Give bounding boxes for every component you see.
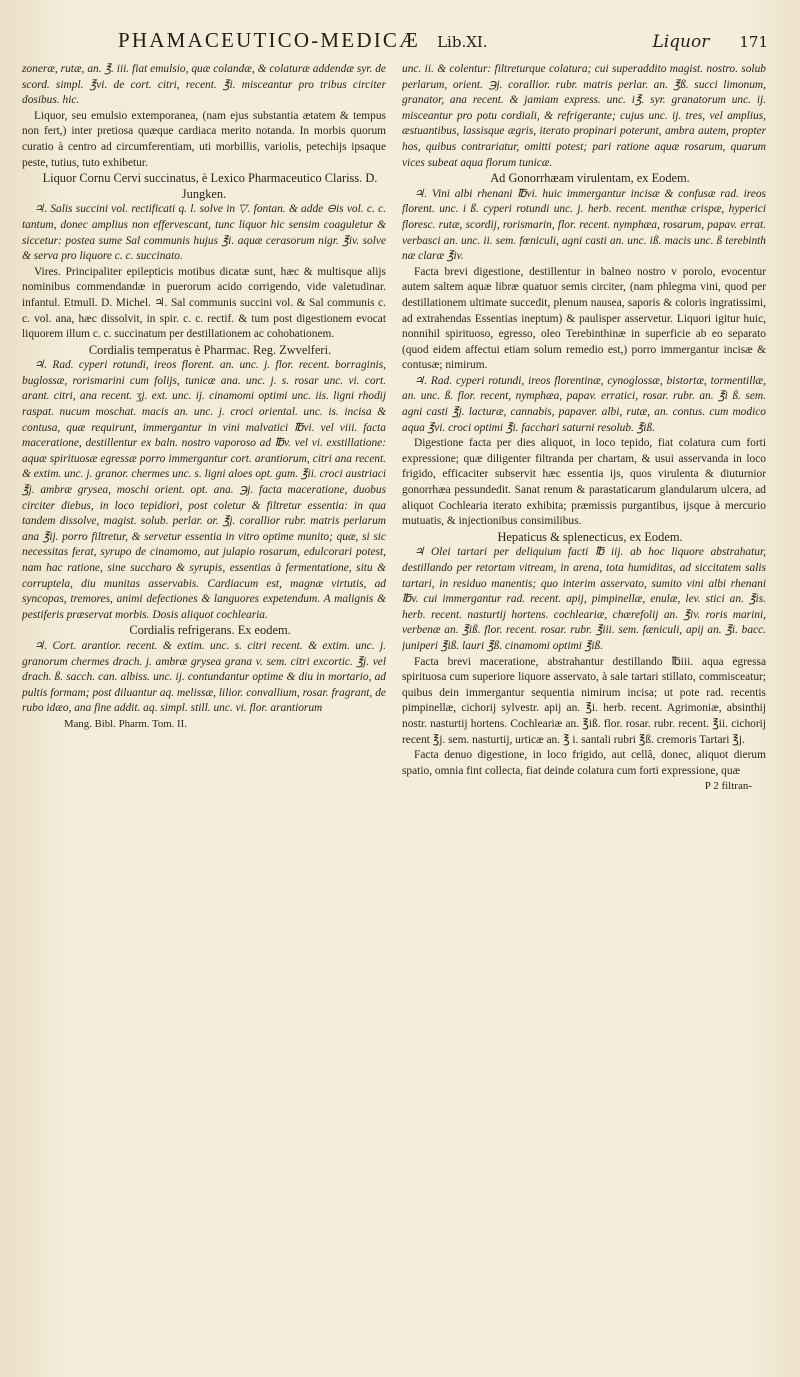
section-heading: Liquor Cornu Cervi succinatus, è Lexico Pharmaceutico Clariss. D. Jungken. <box>42 171 378 201</box>
book-number: Lib.XI. <box>437 33 488 51</box>
page-number: 171 <box>739 33 768 51</box>
paragraph: Vires. Principaliter epilepticis motibus dicatæ sunt, hæc & multisque alijs nominibus commendandæ in puerorum acido corrigendo, vide valetudinar. infantul. Etmull. D. Michel. ♃. Sal communis succini vol. & Sal communis c. c. vol. ana, hæc dissolvit, in spir. c. c. rectif. & tum post digestionem evocat liquorem illum c. c. succinatum per destillationem ac cohobationem. <box>22 265 386 341</box>
paragraph: Liquor, seu emulsio extemporanea, (nam ejus substantia ætatem & tempus non fert,) inter pretiosa quæque cardiaca merito notanda. In morbis quorum curatio à centro ad circumferentiam, uti morbillis, variolis, petechijs ipsaque peste, tutius, tuto exhibetur. <box>22 109 386 169</box>
running-title-group <box>118 28 488 53</box>
recipe: ♃. Rad. cyperi rotundi, ireos florent. an. unc. j. flor. recent. borraginis, buglossæ, rorismarini cum folijs, tunicæ ana. unc. j. s. rosar unc. vi. cort. arant. citri, ana recent. ʒj. ext. unc. ij. cinamomi optimi unc. iis. ligni rhodij raspat. nucum moschat. macis an. unc. j. croci oriental. unc. is. incisa & contusa, quæ requirunt, immergantur in vini malvatici ℔vi. vel viii. facta maceratione, destillentur ex baln. nostro vaporoso ad ℔v. vel vi. exstillatione: aquæ spirituosæ egressæ porro immergantur cort. arantiorum, citri ana recent. & extim. unc. j. granor. chermes unc. s. ligni aloes opt. gum. ℥ii. croci austriaci ℥j. ambræ grysea, moschi orient. opt. ana. ℈j. facta maceratione, duobus circiter diebus, in loco tepidiori, post coletur & filtretur essentia: in qua tandem dissolve, magist. solub. perlar. or. ℥j. corallior rubr. matris perlarum ana ℥ij. porro filtretur, & servetur essentia in vitro optime munito; quæ, si sic necessitas ferat, syrupo de cinamomo, aut julapio rosarum, edulcorari potest, nam hac ratione, sine succharo & syrupis, essentias à fermentatione, situ & corruptela, diu munitas asservabis. Cardiacum est, magnæ virtutis, ad syncopas, tremores, animi defectiones & languores expetendum. A malignis & pestiferis præservat morbis. Dosis aliquot cochlearia. <box>22 359 386 621</box>
left-column <box>22 62 386 1332</box>
footer-note: Mang. Bibl. Pharm. Tom. II. <box>64 717 187 730</box>
text-columns <box>22 62 772 1332</box>
running-word: Liquor <box>652 32 710 52</box>
section-heading: Hepaticus & splenecticus, ex Eodem. <box>497 529 683 544</box>
paragraph: Digestione facta per dies aliquot, in loco tepido, fiat colatura cum forti expressione; quæ diligenter filtranda per chartam, & usui asservanda in loco frigido, efficaciter subservit hæc essentia ijs, quos virulenta & diuturnior gonorrhæa pessundedit. Sanat renum & parastaticarum glandularum ulcera, ad aliquot Cochlearia iterato exhibita; præmissis purgantibus, ijsque à mercurio mutuatis, & injectionibus consimilibus. <box>402 437 766 528</box>
recipe: ♃. Rad. cyperi rotundi, ireos florentinæ, cynoglossæ, bistortæ, tormentillæ, an. unc. ß. flor. recent, nymphæa, papav. erratici, rosar. rubr. an. ℥i ß. sem. agni casti ℥j. lacturæ, cannabis, papaver. albi, rutæ, an. contus. cum modico aqua ℥vi. croci optimi ℥i. facchari saturni resolub. ℥iß. <box>402 374 766 434</box>
recipe: ♃. Cort. arantior. recent. & extim. unc. s. citri recent. & extim. unc. j. granorum chermes drach. j. ambræ grysea grana v. sem. citri excortic. ℥j. vel drach. ß. sacch. can. albiss. unc. ij. contundantur optime & diu in mortario, ad pultis formam; post diluantur aq. melissæ, lilior. convallium, rosar. fragrant, de rubo idæo, ana fine addit. aq. simpl. still. unc. vi. flor. arantiorum <box>22 639 386 715</box>
paragraph: Facta brevi maceratione, abstrahantur destillando ℔iii. aqua egressa spirituosa cum superiore liquore asservato, à sale tartari stillato, commisceatur; quibus dein immergantur sequentia nimirum incisa; ut pote rad. recentis pimpinellæ, cichorij sylvestr. apij an. ℥i. herb. recent. Agrimoniæ, absinthij nostr. nasturtij hortens. Cochleariæ an. ℥iß. flor. rosar. rubr. recent. ℥ii. cichorij recent ℥j. sem. nasturtij, urticæ an. ℥ i. santali rubri ℥ß. cremoris Tartari ℥j. <box>402 655 766 746</box>
paragraph: Facta denuo digestione, in loco frigido, aut cellâ, donec, aliquot dierum spatio, omnia fint collecta, fiat deinde colatura cum forti expressione, quæ <box>402 749 766 777</box>
running-title: PHAMACEUTICO-MEDICÆ <box>118 28 420 52</box>
recipe: ♃. Vini albi rhenani ℔vi. huic immergantur incisæ & confusæ rad. ireos florent. unc. i ß. cyperi rotundi unc. j. herb. recent. menthæ crispæ, hyperici floresc. rutæ, scordij, rorismarin, flor. recent. nymphæa, rosarum, papav. errat. verbasci an. unc. ii. sem. fœniculi, agni casti an. unc. iß. macis unc. ß terebinth næ claræ ℥iv. <box>402 187 766 263</box>
recipe: ♃. Salis succini vol. rectificati q. l. solve in ▽. fontan. & adde ⊖is vol. c. c. tantum, donec amplius non effervescant, tunc liquor hic sensim coaguletur & siccetur: postea sume Sal communis hujus ℥i. aquæ cerasorum nigr. ℥iv. solve & serva pro liquore c. c. succinato. <box>22 203 386 263</box>
recipe-continuation: zoneræ, rutæ, an. ℥. iii. fiat emulsio, quæ colandæ, & colaturæ addendæ syr. de scord. simpl. ℥vi. de cort. citri, recent. ℥i. misceantur pro tribus circiter dosibus. hic. <box>22 63 386 107</box>
signature-catchword: P 2 filtran- <box>704 780 752 793</box>
recipe: ♃ Olei tartari per deliquium facti ℔ iij. ab hoc liquore abstrahatur, destillando per retortam vitream, in arena, tota humiditas, ad siccitatem salis tartari, in residuo manentis; quo interim asservato, sumito vini albi rhenani ℔v. cui immergantur rad. recent. apij, pimpinellæ, enulæ, lev. stici an. ℥is. herb. recent. nasturtij hortens. cochleariæ, chærefolij an. ℥iv. roris marini, verbenæ an. ℥iß. flor. recent. rosar. rubr. ℥iii. sem. fæniculi, apij an. ℥i. bacc. juniperi ℥iß. lauri ℥ß. cinamomi optimi ℥iß. <box>402 546 766 652</box>
paragraph: Facta brevi digestione, destillentur in balneo nostro v porolo, evocentur autem saltem aquæ libræ quatuor semis circiter, (nam phlegma vini, quod per destillationem ultimate succedit, plenum nausea, saporis & coloris ingratissimi, ad extrahendas Essentias ineptum) & paulisper asservetur. Liquori igitur huic, nonnihil spirituoso, egresso, oleo Terebinthinæ in superficie ab eo separato (quod eidem affectui etiam solum remedio est,) porro immergantur incisæ & contusæ; nimirum. <box>402 265 766 372</box>
section-heading: Cordialis temperatus è Pharmac. Reg. Zwvelferi. <box>88 342 332 357</box>
section-heading: Cordialis refrigerans. Ex eodem. <box>129 623 291 638</box>
running-header <box>22 28 772 62</box>
running-right <box>652 32 768 52</box>
recipe-continuation: unc. ii. & colentur: filtreturque colatura; cui superaddito magist. nostro. solub perlarum, orient. ℈j. corallior. rubr. matris perlar. an. ℥ß. succi limonum, granator, ana recent. & jamiam express. unc. i℥. syr. granatorum unc. ij. misceantur pro potu cordiali, & refrigerante; cujus unc. ij. tres, vel amplius, æstuantibus, lassisque ægris, iterato propinari poterunt, ambra autem, propter hos, quibus contrariatur, omitti potest; pari ratione aquæ rosarum, quarum vices subeat aqua florum tunicæ. <box>402 63 766 169</box>
section-heading: Ad Gonorrhæam virulentam, ex Eodem. <box>490 171 690 186</box>
right-column <box>402 62 766 1332</box>
